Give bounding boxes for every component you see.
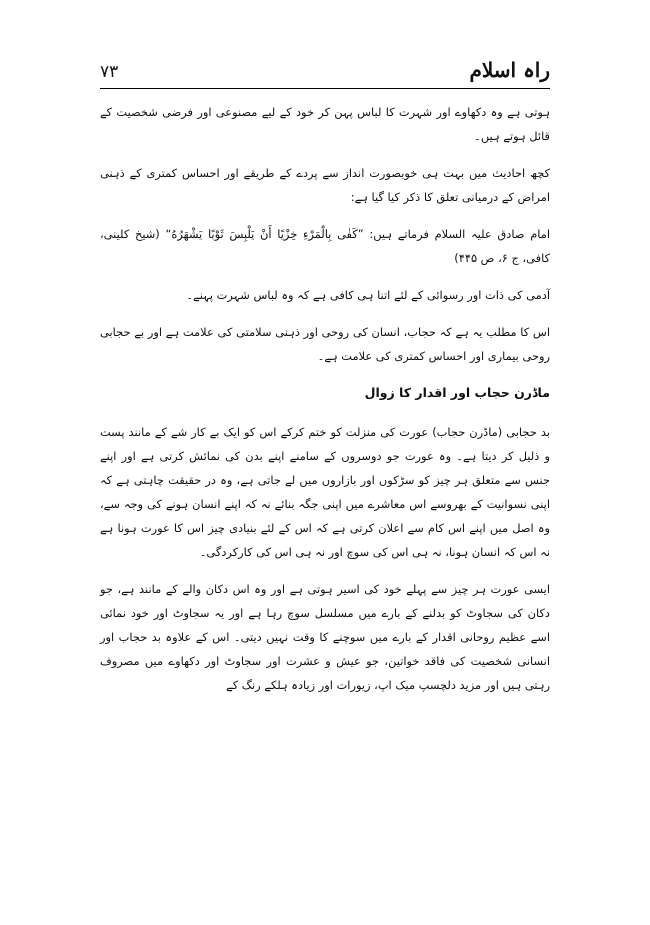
hadith-reference: “ (شیخ کلینی، کافی، ج ۶، ص ۴۴۵) <box>100 227 550 265</box>
page-header <box>100 58 550 88</box>
paragraph-6: بد حجابی (ماڈرن حجاب) عورت کی منزلت کو ختم کرکے اس کو ایک بے کار شے کے مانند پست و ذلیل کر دیتا ہے۔ وہ عورت جو دوسروں کے سامنے اپنے بدن کی نمائش کرتی ہے اور اپنے جنس سے متعلق ہر چیز کو سڑکوں اور بازاروں میں لے جاتی ہے، وہ در حقیقت چاہتی ہے کہ اپنی نسوانیت کے بھروسے اس معاشرے میں اپنی جگہ بنائے نہ کہ اپنے انسان ہونے کی وجہ سے، وہ اصل میں اپنے اس کام سے اعلان کرتی ہے کہ اس کے لئے بنیادی چیز اس کا عورت ہونا ہے نہ اس کہ انسان ہونا، نہ ہی اس کی سوچ اور نہ ہی اس کی کارکردگی۔ <box>100 425 550 559</box>
paragraph-7: ایسی عورت ہر چیز سے پہلے خود کی اسیر ہوتی ہے اور وہ اس دکان والے کے مانند ہے، جو دکان کی سجاوٹ کو بدلنے کے بارے میں مسلسل سوچ رہا ہے اور یہ سجاوٹ اور خود نمائی اسے عظیم روحانی اقدار کے بارے میں سوچنے کا وقت نہیں دیتی۔ اس کے علاوہ بد حجاب اور انسانی شخصیت کی فاقد خواتین، جو عیش و عشرت اور سجاوٹ اور دکھاوے میں مصروف رہتی ہیں اور مزید دلچسپ میک اپ، زیورات اور زیادہ ہلکے رنگ کے <box>100 582 550 692</box>
hadith-intro: امام صادق علیہ السلام فرماتے ہیں: ” <box>357 227 550 241</box>
book-title: راہ اسلام <box>469 58 550 82</box>
page-number: ۷۳ <box>100 62 119 82</box>
paragraph-2: کچھ احادیث میں بہت ہی خوبصورت انداز سے پردے کے طریقے اور احساس کمتری کے ذہنی امراض کے درمیانی تعلق کا ذکر کیا گیا ہے: <box>100 166 550 204</box>
hadith-paragraph <box>100 222 550 270</box>
hadith-arabic-quote: كَفٰى بِالْمَرْءِ خِزْيًا أَنْ يَلْبِسَ ثَوْبًا يَشْهَرُهُ <box>171 227 358 241</box>
header-rule <box>100 88 550 89</box>
section-heading: ماڈرن حجاب اور اقدار کا زوال <box>364 385 550 400</box>
page-body <box>100 100 550 710</box>
hadith-translation: آدمی کی ذات اور رسوائی کے لئے اتنا ہی کافی ہے کہ وہ لباس شہرت پہنے۔ <box>186 288 550 302</box>
paragraph-5: اس کا مطلب یہ ہے کہ حجاب، انسان کی روحی اور ذہنی سلامتی کی علامت ہے اور بے حجابی روحی بیماری اور احساس کمتری کی علامت ہے۔ <box>100 325 550 363</box>
paragraph-1: ہوتی ہے وہ دکھاوے اور شہرت کا لباس پہن کر خود کے لیے مصنوعی اور فرضی شخصیت کے قائل ہوتے ہیں۔ <box>100 105 550 143</box>
